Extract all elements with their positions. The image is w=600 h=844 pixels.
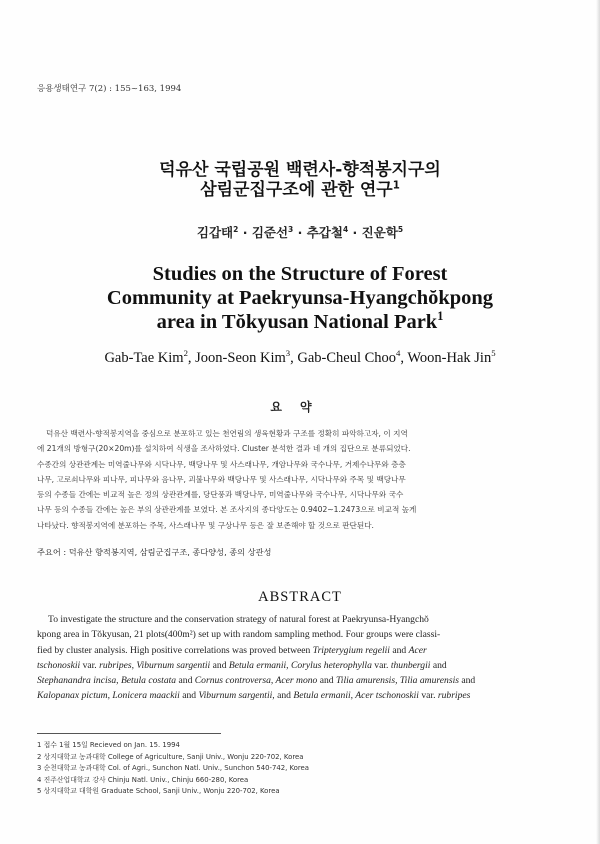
korean-abstract-heading: 요약 (270, 400, 330, 414)
abstract-line (37, 673, 563, 688)
author-separator: · (293, 225, 307, 240)
english-author-list: Gab-Tae Kim$^2$, Joon-Seon Kim$^3$, Gab-Cheul Choo$^4$, Woon-Hak Jin$^5$ (104, 348, 496, 366)
species-name: Tilia amurensis, Tilia amurensis (336, 675, 459, 687)
english-title-line-1: Studies on the Structure of Forest (152, 263, 448, 285)
korean-author: 김준선 (251, 225, 289, 240)
abstract-text: and (210, 659, 229, 671)
korean-title-line-1: 덕유산 국립공원 백련사-향적봉지구의 (159, 160, 441, 180)
species-name: rubripes (437, 690, 471, 702)
species-name: rubripes, Viburnum sargentii (99, 659, 211, 671)
english-title (0, 262, 600, 334)
abstract-line: 등의 수종들 간에는 비교적 높은 정의 상관관계를, 당단풍과 백당나무, 미역줄나무와 국수나무, 시닥나무와 국수 (37, 490, 404, 500)
abstract-line: kpong area in Tŏkyusan, 21 plots(400m²) set up with random sampling method. Four groups were classi- (37, 629, 441, 641)
english-title-line-3 (0, 310, 600, 334)
author-affiliation-mark: 2 (233, 224, 239, 234)
abstract-text: and (317, 675, 336, 687)
species-name: Tripterygium regelii (312, 644, 390, 656)
footnote: 5 상지대학교 대학원 Graduate School, Sanji Univ., Wonju 220-702, Korea (37, 787, 280, 796)
species-name: Viburnum sargentii, (198, 690, 275, 702)
author-affiliation-mark: 2 (183, 348, 188, 359)
english-author: Joon-Seon Kim (195, 350, 286, 366)
title-footnote-mark: 1 (392, 180, 400, 192)
abstract-text: var. (418, 690, 438, 702)
species-name: Betula ermanii, Acer tschonoskii (293, 690, 419, 702)
species-name: Cornus controversa, Acer mono (194, 675, 318, 687)
abstract-line: 나타났다. 향적봉지역에 분포하는 주목, 사스래나무 및 구상나무 등은 잘 보존해야 할 것으로 판단된다. (37, 520, 374, 530)
abstract-text: and (389, 644, 409, 656)
abstract-text: and (274, 690, 294, 702)
abstract-text: and (176, 675, 195, 687)
footnote-divider (37, 733, 221, 734)
footnote: 1 접수 1월 15일 Recieved on Jan. 15. 1994 (37, 741, 180, 749)
english-title-text: area in Tŏkyusan National Park (156, 311, 438, 333)
title-footnote-mark: 1 (437, 309, 444, 324)
korean-title-line-2 (0, 180, 600, 200)
species-name: Kalopanax pictum, Lonicera maackii (37, 690, 180, 702)
species-name: thunbergii (390, 659, 431, 671)
abstract-line (37, 688, 563, 703)
abstract-line: To investigate the structure and the conservation strategy of natural forest at Paekryunsa-Hyangchŏ (48, 614, 429, 625)
abstract-line: 나무 등의 수종들 간에는 높은 부의 상관관계를 보였다. 본 조사지의 종다양도는 0.9402~1.2473으로 비교적 높게 (37, 505, 417, 515)
abstract-line: 덕유산 백련사-향적봉지역을 중심으로 분포하고 있는 천연림의 생육현황과 구조를 정확히 파악하고자, 이 지역 (46, 429, 408, 438)
footnote: 4 진주산업대학교 강사 Chinju Natl. Univ., Chinju 660-280, Korea (37, 775, 249, 784)
english-title-line-2: Community at Paekryunsa-Hyangchŏkpong (106, 287, 494, 309)
footnote: 3 순천대학교 농과대학 Col. of Agri., Sunchon Natl. Univ., Sunchon 540-742, Korea (37, 764, 310, 773)
author-affiliation-mark: 4 (342, 224, 349, 234)
english-abstract (37, 612, 563, 704)
korean-author-list (0, 223, 600, 241)
author-affiliation-mark: 5 (397, 224, 404, 234)
abstract-line (37, 643, 563, 658)
abstract-text: fied by cluster analysis. High positive correlations was proved between (37, 644, 311, 656)
footnote: 2 상지대학교 농과대학 College of Agriculture, Sanji Univ., Wonju 220-702, Korea (37, 752, 304, 761)
korean-title (0, 160, 600, 200)
english-abstract-heading: ABSTRACT (258, 589, 342, 605)
korean-author: 진운학 (361, 225, 398, 240)
footnotes (37, 740, 309, 798)
abstract-text: var. (371, 659, 391, 671)
species-name: Betula ermanii, Corylus heterophylla (228, 659, 372, 671)
abstract-text: and (179, 690, 199, 702)
abstract-text: var. (80, 659, 100, 671)
author-separator: · (238, 225, 252, 240)
abstract-line: 에 21개의 방형구(20×20m)를 설치하여 식생을 조사하였다. Cluster 분석한 결과 네 개의 집단으로 분류되었다. (37, 444, 411, 454)
korean-abstract (37, 426, 561, 533)
english-author: Gab-Cheul Choo (297, 350, 397, 366)
korean-title-text: 삼림군집구조에 관한 연구 (200, 180, 393, 200)
author-affiliation-mark: 3 (285, 348, 291, 359)
species-name: Stephanandra incisa, Betula costata (37, 675, 177, 687)
author-affiliation-mark: 4 (396, 348, 401, 359)
author-affiliation-mark: 5 (491, 348, 496, 359)
english-author: Gab-Tae Kim (104, 350, 184, 366)
korean-author: 김갑태 (196, 225, 234, 240)
abstract-line: 수종간의 상관관계는 미역줄나무와 시닥나무, 백당나무 및 사스래나무, 개암나무와 국수나무, 거제수나무와 층층 (37, 459, 406, 469)
abstract-text: and (430, 659, 447, 671)
scan-edge-shadow (596, 0, 600, 844)
author-affiliation-mark: 3 (288, 224, 294, 234)
journal-reference: 응용생태연구 7(2) : 155~163, 1994 (37, 84, 182, 94)
korean-author: 추갑철 (306, 225, 343, 240)
abstract-text: and (458, 675, 476, 687)
abstract-line (37, 658, 563, 673)
species-name: Acer (408, 644, 427, 656)
abstract-line: 나무, 고로쇠나무와 피나무, 피나무와 음나무, 괴불나무와 백당나무 및 사스래나무, 시닥나무와 주목 및 백당나무 (37, 474, 406, 484)
english-author: Woon-Hak Jin (407, 350, 492, 366)
author-separator: · (348, 225, 362, 240)
keywords: 주요어 : 덕유산 향적봉지역, 삼림군집구조, 종다양성, 종의 상관성 (37, 547, 272, 557)
species-name: tschonoskii (37, 659, 81, 671)
